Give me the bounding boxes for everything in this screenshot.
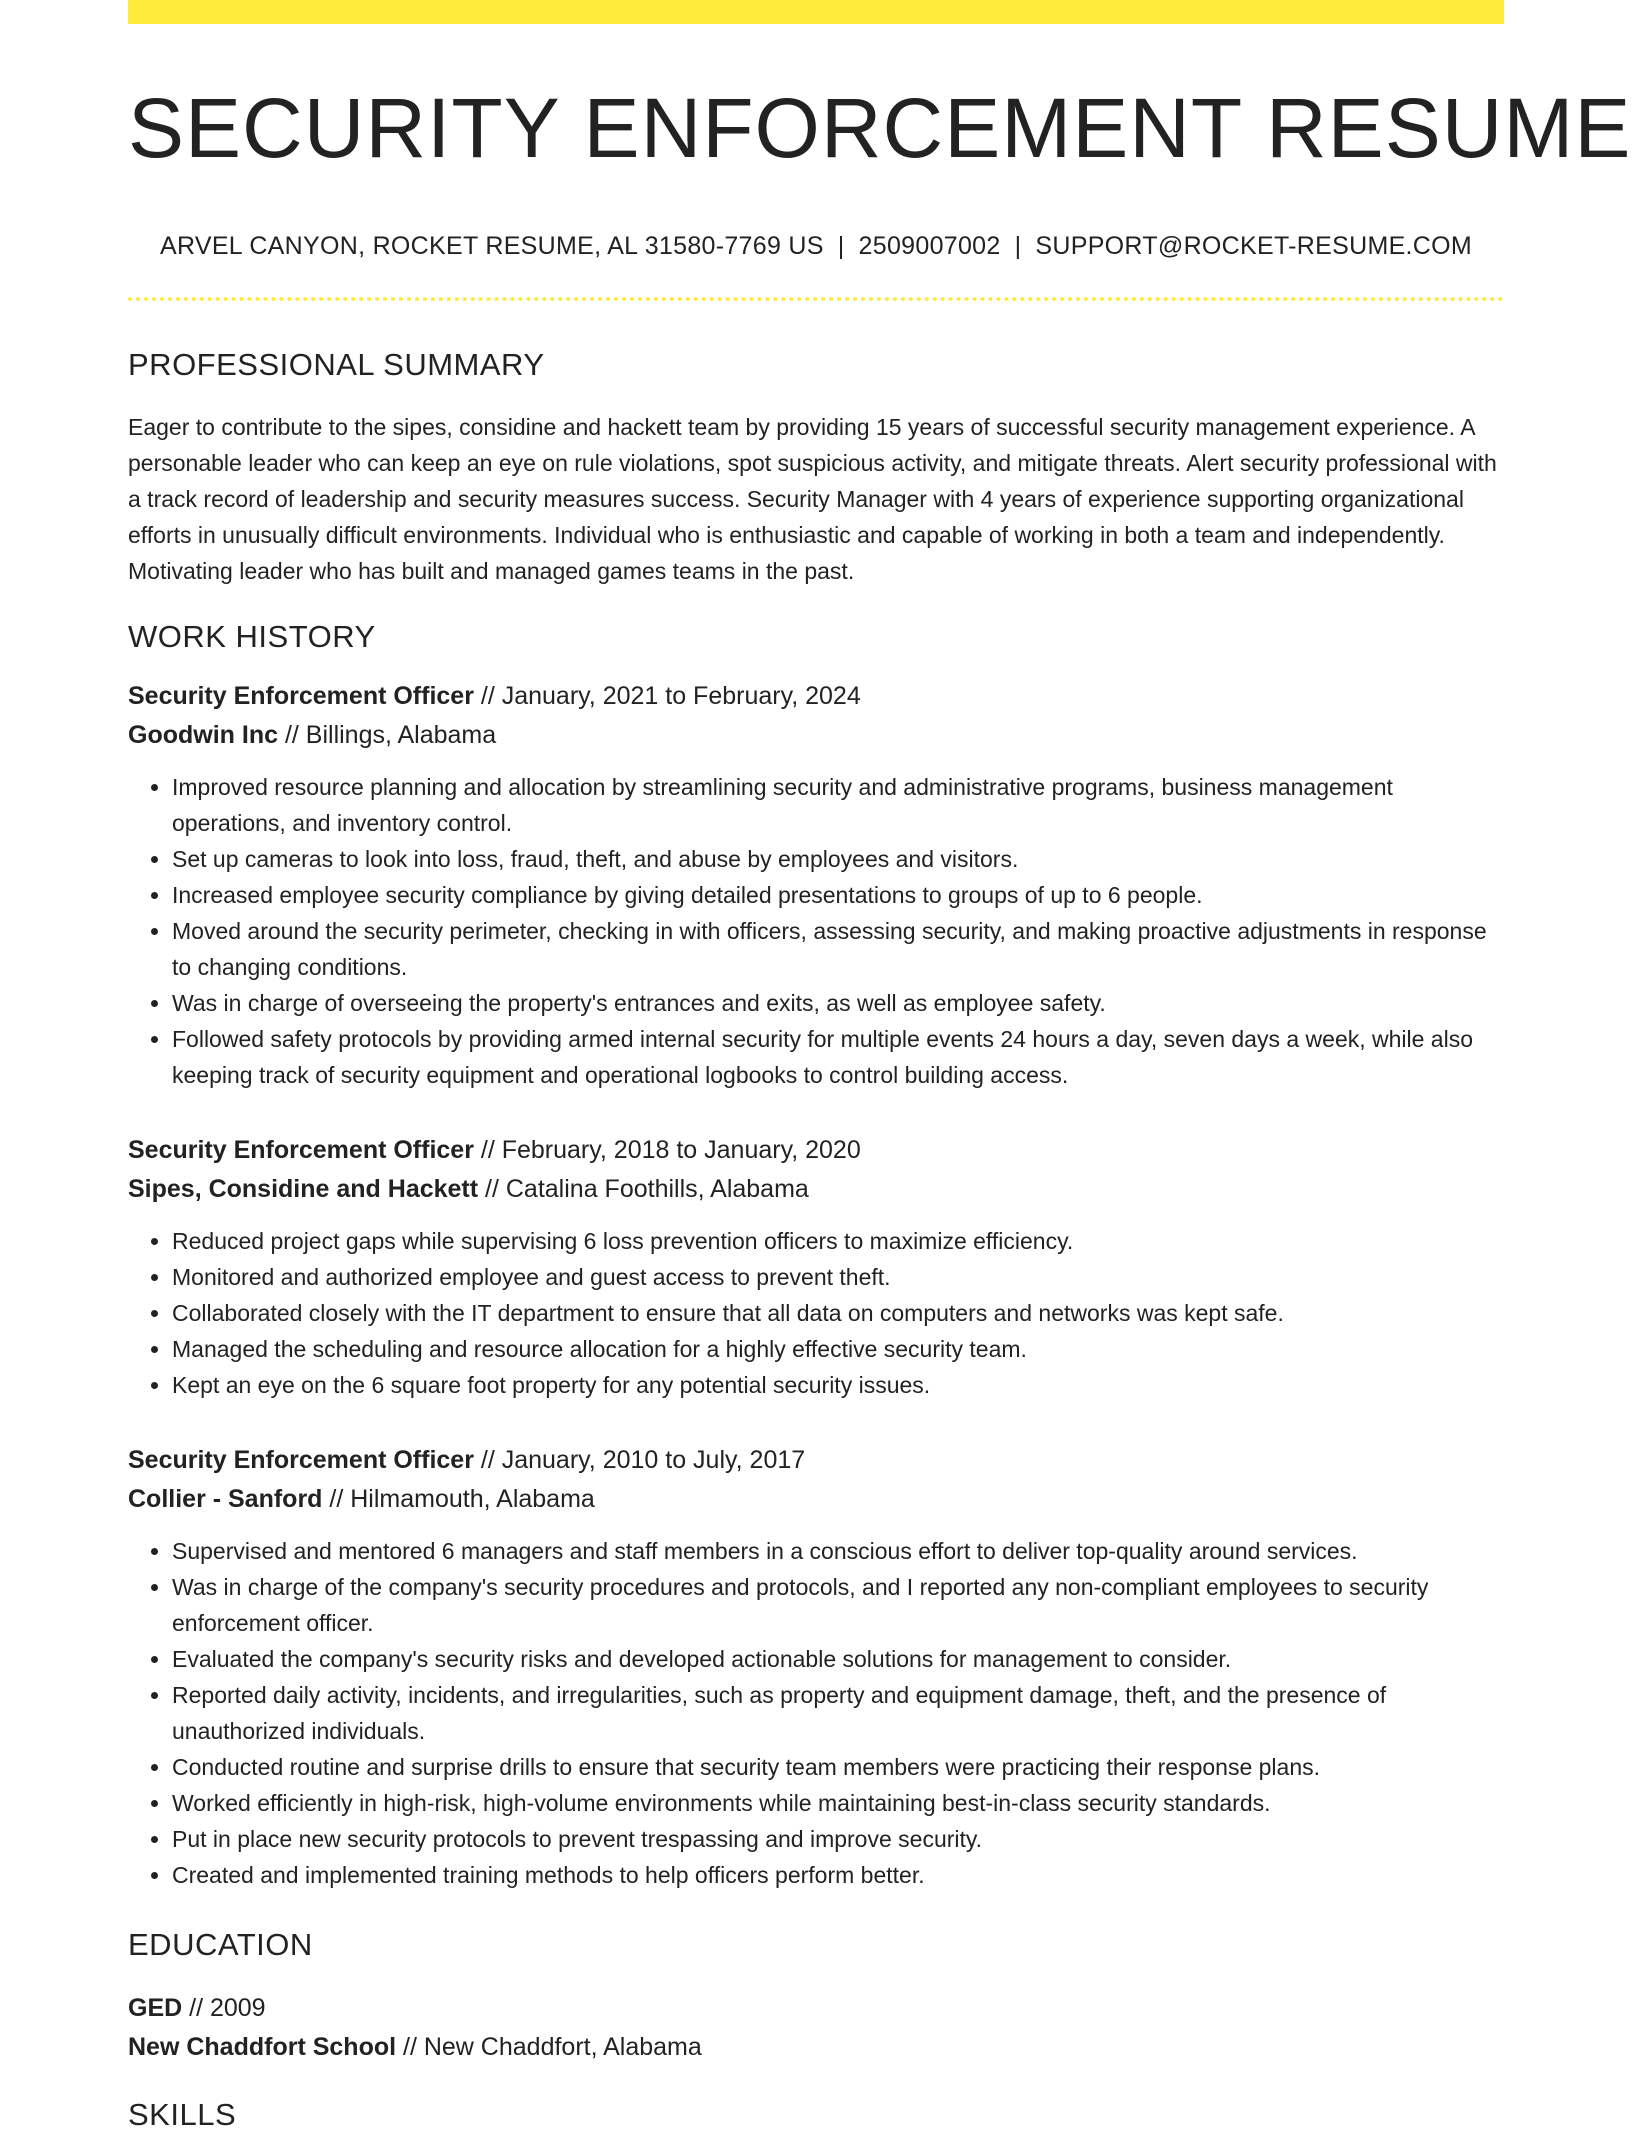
job-position: Security Enforcement Officer [128,682,474,711]
education-degree-line [128,1989,1504,2028]
contact-line [128,232,1504,261]
summary-text: Eager to contribute to the sipes, considine and hackett team by providing 15 years of successful security management experience. A personable leader who can keep an eye on rule violations, spot suspicious activity, and mitigate threats. Alert security professional with a track record of leadership and security measures success. Security Manager with 4 years of experience supporting organizational efforts in unusually difficult environments. Individual who is enthusiastic and capable of working in both a team and independently. Motivating leader who has built and managed games teams in the past. [128,414,1497,585]
job-bullet: • Collaborated closely with the IT department to ensure that all data on computers and networks was kept safe. [172,1295,1504,1331]
job-company-line [128,1170,1504,1209]
job-bullet: • Reported daily activity, incidents, and irregularities, such as property and equipment damage, theft, and the presence of unauthorized individuals. [172,1677,1504,1749]
job-bullet: • Kept an eye on the 6 square foot property for any potential security issues. [172,1367,1504,1403]
job-bullet: • Improved resource planning and allocation by streamlining security and administrative programs, business management operations, and inventory control. [172,769,1504,841]
education-degree: GED [128,1994,183,2023]
job-entry [128,1441,1504,1893]
resume-page [128,0,1632,2133]
contact-separator: | [1014,232,1022,261]
job-bullet: • Evaluated the company's security risks and developed actionable solutions for management to consider. [172,1641,1504,1677]
job-bullet: • Moved around the security perimeter, checking in with officers, assessing security, and making proactive adjustments in response to changing conditions. [172,913,1504,985]
dotted-divider [128,297,1504,301]
job-bullet: • Set up cameras to look into loss, fraud, theft, and abuse by employees and visitors. [172,841,1504,877]
job-position: Security Enforcement Officer [128,1446,474,1475]
resume-title: SECURITY ENFORCEMENT RESUME [128,81,1632,175]
accent-top-bar [128,0,1504,24]
job-bullet: • Put in place new security protocols to prevent trespassing and improve security. [172,1821,1504,1857]
job-entry [128,677,1504,1093]
job-title-line [128,677,1504,716]
job-bullet: • Created and implemented training methods to help officers perform better. [172,1857,1504,1893]
job-bullet: • Increased employee security compliance by giving detailed presentations to groups of up to 6 people. [172,877,1504,913]
education-heading: EDUCATION [128,1927,313,1963]
job-location: // Hilmamouth, Alabama [322,1485,595,1514]
job-bullet: • Was in charge of the company's security procedures and protocols, and I reported any non-compliant employees to security enforcement officer. [172,1569,1504,1641]
education-school-line [128,2028,1504,2067]
education-year: // 2009 [182,1994,266,2023]
job-company: Sipes, Considine and Hackett [128,1175,479,1204]
job-bullet: • Monitored and authorized employee and guest access to prevent theft. [172,1259,1504,1295]
job-title-line [128,1131,1504,1170]
education-location: // New Chaddfort, Alabama [396,2033,702,2062]
job-bullets [128,1533,1504,1893]
contact-phone: 2509007002 [858,232,1001,261]
job-title-line [128,1441,1504,1480]
skills-heading: SKILLS [128,2097,237,2133]
job-position: Security Enforcement Officer [128,1136,474,1165]
contact-email: SUPPORT@ROCKET-RESUME.COM [1035,232,1473,261]
job-bullet: • Managed the scheduling and resource allocation for a highly effective security team. [172,1331,1504,1367]
contact-address: ARVEL CANYON, ROCKET RESUME, AL 31580-7769 US [159,232,824,261]
contact-separator: | [837,232,845,261]
education-school: New Chaddfort School [128,2033,397,2062]
summary-heading: PROFESSIONAL SUMMARY [128,347,545,383]
job-location: // Catalina Foothills, Alabama [478,1175,809,1204]
job-bullet: • Worked efficiently in high-risk, high-volume environments while maintaining best-in-class security standards. [172,1785,1504,1821]
job-bullets [128,769,1504,1093]
job-dates: // January, 2010 to July, 2017 [473,1446,806,1475]
job-bullets [128,1223,1504,1403]
job-company: Goodwin Inc [128,721,278,750]
job-bullet: • Followed safety protocols by providing armed internal security for multiple events 24 hours a day, seven days a week, while also keeping track of security equipment and operational logbooks to control building access. [172,1021,1504,1093]
job-company-line [128,716,1504,755]
job-bullet: • Supervised and mentored 6 managers and staff members in a conscious effort to deliver top-quality around services. [172,1533,1504,1569]
work-history-heading: WORK HISTORY [128,619,376,655]
job-bullet: • Was in charge of overseeing the property's entrances and exits, as well as employee safety. [172,985,1504,1021]
job-entry [128,1131,1504,1403]
job-bullet: • Reduced project gaps while supervising 6 loss prevention officers to maximize efficiency. [172,1223,1504,1259]
job-company: Collier - Sanford [128,1485,323,1514]
education-entry [128,1989,1504,2067]
job-dates: // January, 2021 to February, 2024 [473,682,861,711]
job-dates: // February, 2018 to January, 2020 [473,1136,861,1165]
job-company-line [128,1480,1504,1519]
job-location: // Billings, Alabama [278,721,497,750]
job-bullet: • Conducted routine and surprise drills to ensure that security team members were practicing their response plans. [172,1749,1504,1785]
